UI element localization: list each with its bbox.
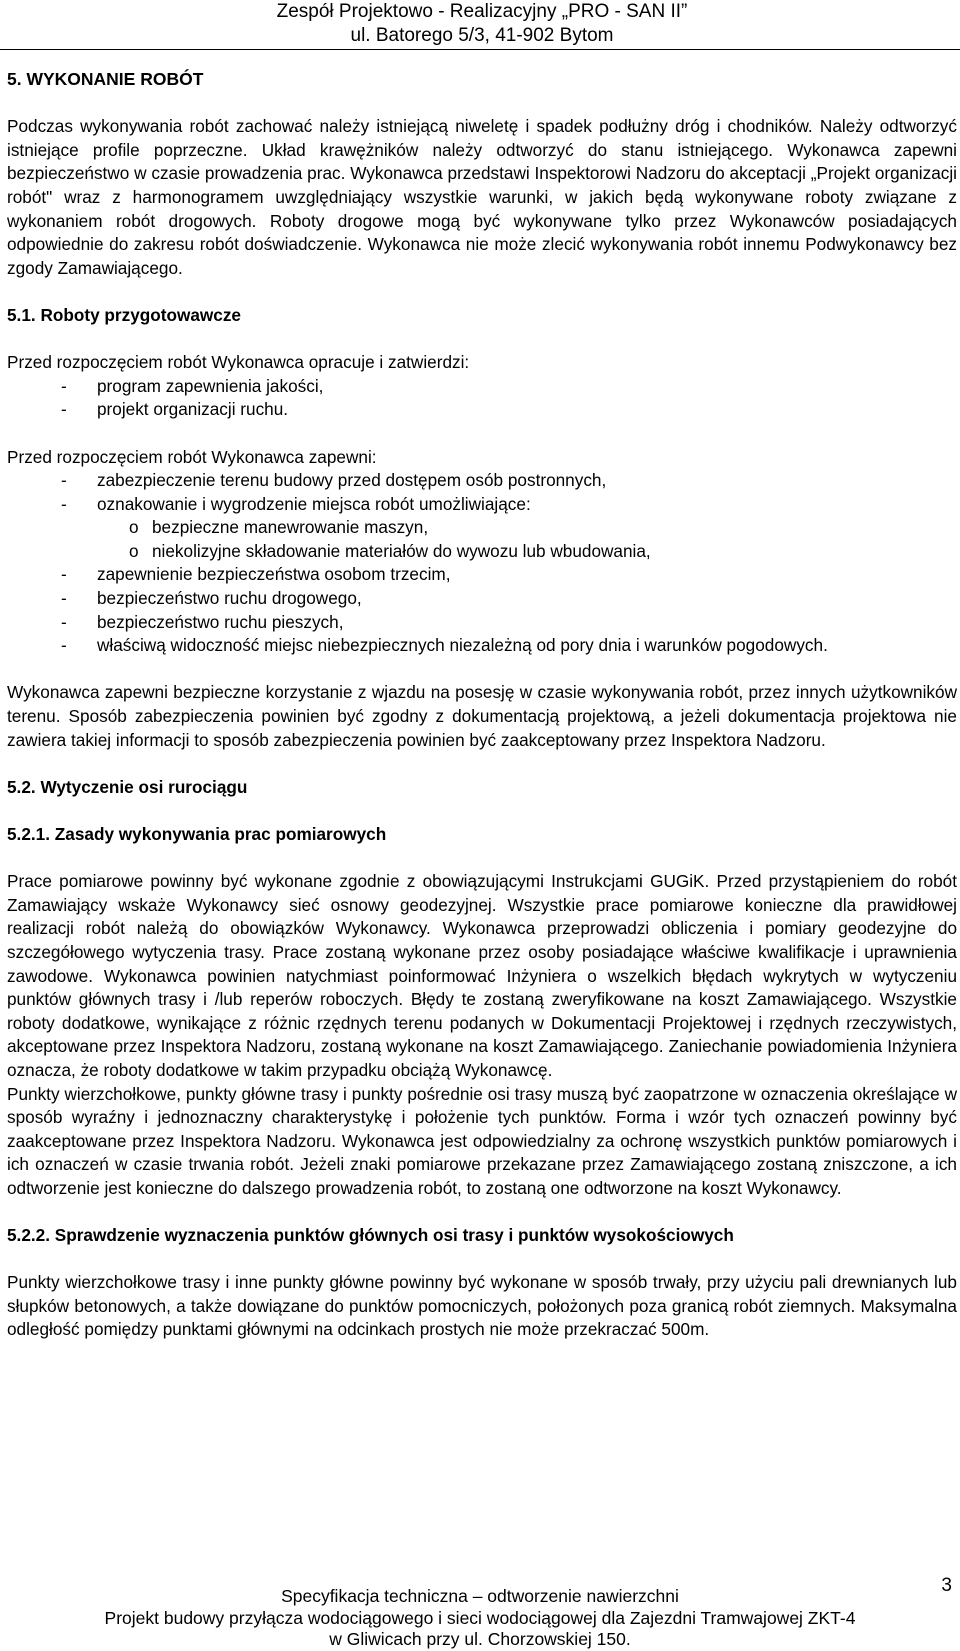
dash-marker: - [61,564,67,585]
dash-marker: - [61,399,67,420]
list-item: o bezpieczne manewrowanie maszyn, [7,516,957,540]
dash-marker: - [61,470,67,491]
page-number: 3 [941,1575,952,1596]
dash-marker: - [61,493,67,514]
dash-marker: - [61,588,67,609]
circle-marker: o [129,540,139,561]
provision-list [7,469,957,516]
section-5-2-1-title: 5.2.1. Zasady wykonywania prac pomiarowych [7,824,387,844]
document-body [7,68,957,1342]
header-company-name: Zespół Projektowo - Realizacyjny „PRO - SAN II” [276,1,688,22]
list-item: - właściwą widoczność miejsc niebezpiecznych niezależną od pory dnia i warunków pogodowych. [7,634,957,658]
section-5-1-intro-1: Przed rozpoczęciem robót Wykonawca opracuje i zatwierdzi: [7,352,470,373]
section-5-2-title: 5.2. Wytyczenie osi rurociągu [7,776,248,797]
section-5-2-2-title: 5.2.2. Sprawdzenie wyznaczenia punktów głównych osi trasy i punktów wysokościowych [7,1225,734,1246]
section-5-2-2-paragraph: Punkty wierzchołkowe trasy i inne punkty główne powinny być wykonane w sposób trwały, przy użyciu pali drewnianych lub słupków betonowych, a także dowiązane do punktów pomocniczych, położonych poza granicą robót ziemnych. Maksymalna odległość pomiędzy punktami głównymi na odcinkach prostych nie może przekraczać 500m. [7,1272,957,1340]
list-item: - bezpieczeństwo ruchu pieszych, [7,611,957,635]
list-item: - projekt organizacji ruchu. [7,398,957,422]
section-5-1-intro-2: Przed rozpoczęciem robót Wykonawca zapewni: [7,446,377,467]
dash-marker: - [61,611,67,632]
page-header [0,0,960,54]
section-5-paragraph: Podczas wykonywania robót zachować należy istniejącą niweletę i spadek podłużny dróg i chodników. Należy odtworzyć istniejące profile poprzeczne. Układ krawężników należy odtworzyć do stanu istniejącego. Wykonawca zapewni bezpieczeństwo w czasie prowadzenia prac. Wykonawca przedstawi Inspektorowi Nadzoru do akceptacji „Projekt organizacji robót" wraz z harmonogramem uwzględniający wszystkie warunki, w jakich będą wykonywane roboty związane z wykonaniem robót drogowych. Roboty drogowe mogą być wykonywane tylko przez Wykonawców posiadających odpowiednie do zakresu robót doświadczenie. Wykonawca nie może zlecić wykonywania robót innemu Podwykonawcy bez zgody Zamawiającego. [7,116,957,278]
header-rule [0,49,960,50]
header-address: ul. Batorego 5/3, 41-902 Bytom [350,25,614,46]
list-item: o niekolizyjne składowanie materiałów do wywozu lub wbudowania, [7,540,957,564]
section-5-2-1-paragraph-2: Punkty wierzchołkowe, punkty główne trasy i punkty pośrednie osi trasy muszą być zaopatrzone w oznaczenia określające w sposób wyraźny i jednoznaczny charakterystykę i położenie tych punktów. Forma i wzór tych oznaczeń powinny być zaakceptowane przez Inspektora Nadzoru. Wykonawca jest odpowiedzialny za ochronę wszystkich punktów pomiarowych i ich oznaczeń w czasie trwania robót. Jeżeli znaki pomiarowe przekazane przez Zamawiającego zostaną zniszczone, a ich odtworzenie jest konieczne do dalszego prowadzenia robót, to zostaną one odtworzone na koszt Wykonawcy. [7,1083,957,1198]
section-5-title: 5. WYKONANIE ROBÓT [7,69,204,89]
provision-sublist [7,516,957,563]
list-item: - oznakowanie i wygrodzenie miejsca robót umożliwiające: [7,493,957,517]
list-item: - bezpieczeństwo ruchu drogowego, [7,587,957,611]
approval-list [7,375,957,422]
page-footer [0,1586,960,1651]
footer-spec-title: Specyfikacja techniczna – odtworzenie nawierzchni [281,1586,679,1606]
provision-list-continued [7,563,957,657]
circle-marker: o [129,517,139,538]
section-5-2-1-paragraph-1: Prace pomiarowe powinny być wykonane zgodnie z obowiązującymi Instrukcjami GUGiK. Przed przystąpieniem do robót Zamawiający wskaże Wykonawcy sieć osnowy geodezyjnej. Wszystkie prace pomiarowe konieczne dla prawidłowej realizacji robót należą do obowiązków Wykonawcy. Wykonawca przeprowadzi obliczenia i pomiary geodezyjne do szczegółowego wytyczenia trasy. Prace zostaną wykonane przez osoby posiadające właściwe kwalifikacje i uprawnienia zawodowe. Wykonawca powinien natychmiast poinformować Inżyniera o wszelkich błędach wykrytych w wytyczeniu punktów głównych trasy i /lub reperów roboczych. Błędy te zostaną zweryfikowane na koszt Zamawiającego. Wszystkie roboty dodatkowe, wynikające z różnic rzędnych terenu podanych w Dokumentacji Projektowej i rzędnych rzeczywistych, akceptowane przez Inspektora Nadzoru, zostaną wykonane na koszt Zamawiającego. Zaniechanie powiadomienia Inżyniera oznacza, że roboty dodatkowe w takim przypadku obciążą Wykonawcę. [7,871,957,1080]
list-item: - program zapewnienia jakości, [7,375,957,399]
dash-marker: - [61,635,67,656]
list-item: - zapewnienie bezpieczeństwa osobom trzecim, [7,563,957,587]
section-5-1-paragraph: Wykonawca zapewni bezpieczne korzystanie z wjazdu na posesję w czasie wykonywania robót, przez innych użytkowników terenu. Sposób zabezpieczenia powinien być zgodny z dokumentacją projektową, a jeżeli dokumentacja projektowa nie zawiera takiej informacji to sposób zabezpieczenia powinien być zaakceptowany przez Inspektora Nadzoru. [7,682,957,750]
footer-project-title: Projekt budowy przyłącza wodociągowego i sieci wodociągowej dla Zajezdni Tramwajowej ZKT-4 [104,1607,856,1628]
list-item: - zabezpieczenie terenu budowy przed dostępem osób postronnych, [7,469,957,493]
footer-location: w Gliwicach przy ul. Chorzowskiej 150. [329,1629,631,1650]
section-5-1-title: 5.1. Roboty przygotowawcze [7,304,241,325]
dash-marker: - [61,375,67,396]
